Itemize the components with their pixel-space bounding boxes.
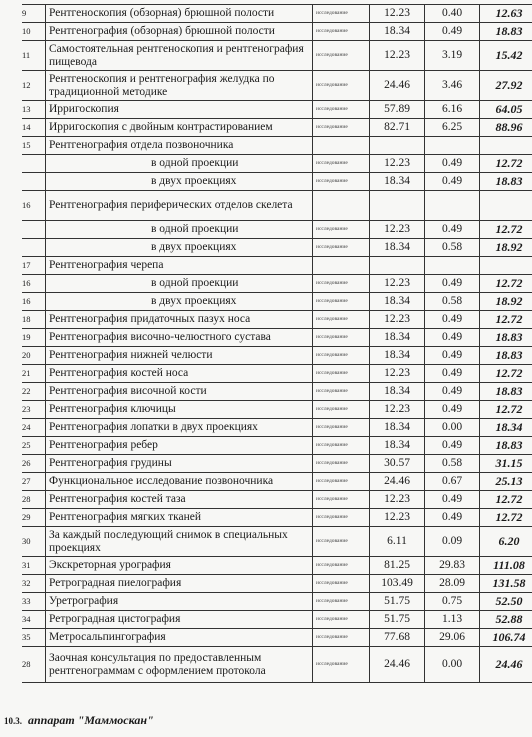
materials-cell: 3.46 — [425, 71, 480, 101]
service-name: За каждый последующий снимок в специальных проекциях — [46, 527, 313, 557]
service-name: Рентгенография периферических отделов скелета — [46, 191, 313, 221]
row-number: 28 — [22, 491, 46, 509]
service-name: в одной проекции — [46, 275, 313, 293]
total-cell: 111.08 — [480, 557, 532, 575]
materials-cell: 0.58 — [425, 239, 480, 257]
service-name: Самостоятельная рентгеноскопия и рентгенография пищевода — [46, 41, 313, 71]
unit-cell: исследование — [313, 575, 370, 593]
table-row — [22, 527, 532, 557]
row-number: 22 — [22, 383, 46, 401]
service-name: Рентгенография грудины — [46, 455, 313, 473]
materials-cell: 0.49 — [425, 347, 480, 365]
materials-cell: 0.75 — [425, 593, 480, 611]
table-row — [22, 509, 532, 527]
unit-cell — [313, 257, 370, 275]
materials-cell: 0.49 — [425, 329, 480, 347]
table-row — [22, 311, 532, 329]
row-number: 10 — [22, 23, 46, 41]
price-cell: 18.34 — [370, 173, 425, 191]
row-number — [22, 221, 46, 239]
total-cell: 18.83 — [480, 173, 532, 191]
service-name: в двух проекциях — [46, 173, 313, 191]
row-number: 25 — [22, 437, 46, 455]
service-name: Рентгеноскопия (обзорная) брюшной полости — [46, 5, 313, 23]
unit-cell: исследование — [313, 629, 370, 647]
price-cell: 12.23 — [370, 491, 425, 509]
price-cell: 12.23 — [370, 509, 425, 527]
table-row — [22, 383, 532, 401]
price-cell: 81.25 — [370, 557, 425, 575]
unit-cell: исследование — [313, 509, 370, 527]
total-cell — [480, 137, 532, 155]
total-cell: 12.72 — [480, 401, 532, 419]
section-heading — [4, 713, 154, 728]
row-number: 13 — [22, 101, 46, 119]
price-cell: 12.23 — [370, 401, 425, 419]
table-row — [22, 491, 532, 509]
price-cell: 18.34 — [370, 383, 425, 401]
row-number: 11 — [22, 41, 46, 71]
materials-cell: 0.49 — [425, 383, 480, 401]
price-cell: 24.46 — [370, 647, 425, 683]
service-name: Рентгеноскопия и рентгенография желудка по традиционной методике — [46, 71, 313, 101]
table-row — [22, 365, 532, 383]
total-cell: 18.83 — [480, 437, 532, 455]
row-number: 35 — [22, 629, 46, 647]
table-row — [22, 191, 532, 221]
materials-cell: 28.09 — [425, 575, 480, 593]
total-cell: 25.13 — [480, 473, 532, 491]
materials-cell: 1.13 — [425, 611, 480, 629]
row-number: 29 — [22, 509, 46, 527]
total-cell: 12.72 — [480, 509, 532, 527]
service-name: Рентгенография ребер — [46, 437, 313, 455]
row-number: 23 — [22, 401, 46, 419]
price-cell: 24.46 — [370, 473, 425, 491]
unit-cell: исследование — [313, 437, 370, 455]
price-cell: 77.68 — [370, 629, 425, 647]
materials-cell: 0.49 — [425, 437, 480, 455]
materials-cell: 0.58 — [425, 293, 480, 311]
price-cell: 18.34 — [370, 419, 425, 437]
materials-cell: 0.58 — [425, 455, 480, 473]
unit-cell: исследование — [313, 155, 370, 173]
materials-cell: 0.49 — [425, 173, 480, 191]
materials-cell — [425, 137, 480, 155]
total-cell: 18.83 — [480, 383, 532, 401]
total-cell: 12.72 — [480, 311, 532, 329]
table-row — [22, 647, 532, 683]
table-row — [22, 473, 532, 491]
unit-cell: исследование — [313, 71, 370, 101]
row-number: 24 — [22, 419, 46, 437]
unit-cell: исследование — [313, 491, 370, 509]
service-name: в двух проекциях — [46, 239, 313, 257]
materials-cell: 6.16 — [425, 101, 480, 119]
table-row — [22, 5, 532, 23]
total-cell: 106.74 — [480, 629, 532, 647]
total-cell: 52.50 — [480, 593, 532, 611]
row-number: 34 — [22, 611, 46, 629]
service-name: в одной проекции — [46, 221, 313, 239]
materials-cell: 29.83 — [425, 557, 480, 575]
row-number: 17 — [22, 257, 46, 275]
price-cell: 6.11 — [370, 527, 425, 557]
service-name: Рентгенография мягких тканей — [46, 509, 313, 527]
price-cell: 82.71 — [370, 119, 425, 137]
table-row — [22, 611, 532, 629]
total-cell: 15.42 — [480, 41, 532, 71]
unit-cell: исследование — [313, 557, 370, 575]
table-row — [22, 137, 532, 155]
total-cell: 18.92 — [480, 239, 532, 257]
row-number: 16 — [22, 275, 46, 293]
unit-cell — [313, 137, 370, 155]
table-row — [22, 173, 532, 191]
price-cell: 12.23 — [370, 41, 425, 71]
unit-cell: исследование — [313, 593, 370, 611]
service-name: Экскреторная урография — [46, 557, 313, 575]
table-row — [22, 293, 532, 311]
table-row — [22, 23, 532, 41]
total-cell: 12.72 — [480, 221, 532, 239]
table-row — [22, 257, 532, 275]
total-cell: 88.96 — [480, 119, 532, 137]
service-name: Рентгенография височной кости — [46, 383, 313, 401]
row-number: 12 — [22, 71, 46, 101]
total-cell: 12.63 — [480, 5, 532, 23]
row-number: 31 — [22, 557, 46, 575]
materials-cell: 0.49 — [425, 23, 480, 41]
price-cell: 18.34 — [370, 239, 425, 257]
row-number: 16 — [22, 191, 46, 221]
price-cell: 24.46 — [370, 71, 425, 101]
section-title: аппарат "Маммоскан" — [28, 713, 154, 727]
row-number: 18 — [22, 311, 46, 329]
materials-cell: 0.40 — [425, 5, 480, 23]
materials-cell: 0.49 — [425, 365, 480, 383]
row-number: 32 — [22, 575, 46, 593]
materials-cell: 0.67 — [425, 473, 480, 491]
price-cell: 18.34 — [370, 437, 425, 455]
materials-cell: 6.25 — [425, 119, 480, 137]
materials-cell — [425, 191, 480, 221]
table-row — [22, 275, 532, 293]
materials-cell: 0.49 — [425, 491, 480, 509]
materials-cell — [425, 257, 480, 275]
row-number: 26 — [22, 455, 46, 473]
unit-cell: исследование — [313, 329, 370, 347]
unit-cell: исследование — [313, 293, 370, 311]
total-cell: 12.72 — [480, 365, 532, 383]
service-name: Ретроградная цистография — [46, 611, 313, 629]
unit-cell: исследование — [313, 347, 370, 365]
price-cell: 12.23 — [370, 311, 425, 329]
service-name: Рентгенография височно-челюстного сустава — [46, 329, 313, 347]
service-name: Ретроградная пиелография — [46, 575, 313, 593]
row-number — [22, 173, 46, 191]
table-row — [22, 557, 532, 575]
row-number: 14 — [22, 119, 46, 137]
total-cell: 52.88 — [480, 611, 532, 629]
total-cell: 18.83 — [480, 329, 532, 347]
unit-cell: исследование — [313, 311, 370, 329]
service-name: Рентгенография отдела позвоночника — [46, 137, 313, 155]
price-cell — [370, 137, 425, 155]
price-cell: 18.34 — [370, 293, 425, 311]
table-row — [22, 101, 532, 119]
table-row — [22, 455, 532, 473]
service-name: Уретрография — [46, 593, 313, 611]
table-row — [22, 575, 532, 593]
total-cell: 24.46 — [480, 647, 532, 683]
table-row — [22, 593, 532, 611]
unit-cell: исследование — [313, 647, 370, 683]
price-cell: 51.75 — [370, 593, 425, 611]
total-cell: 12.72 — [480, 491, 532, 509]
service-name: Рентгенография лопатки в двух проекциях — [46, 419, 313, 437]
price-cell: 103.49 — [370, 575, 425, 593]
price-cell — [370, 191, 425, 221]
row-number: 27 — [22, 473, 46, 491]
service-name: в двух проекциях — [46, 293, 313, 311]
table-row — [22, 437, 532, 455]
materials-cell: 0.49 — [425, 401, 480, 419]
price-cell: 18.34 — [370, 347, 425, 365]
total-cell: 12.72 — [480, 155, 532, 173]
row-number: 9 — [22, 5, 46, 23]
materials-cell: 0.49 — [425, 221, 480, 239]
table-row — [22, 155, 532, 173]
service-name: Рентгенография костей носа — [46, 365, 313, 383]
table-row — [22, 329, 532, 347]
service-name: Рентгенография нижней челюсти — [46, 347, 313, 365]
price-cell: 51.75 — [370, 611, 425, 629]
table-row — [22, 239, 532, 257]
unit-cell: исследование — [313, 5, 370, 23]
price-cell: 12.23 — [370, 221, 425, 239]
unit-cell: исследование — [313, 527, 370, 557]
row-number — [22, 239, 46, 257]
table-row — [22, 419, 532, 437]
materials-cell: 29.06 — [425, 629, 480, 647]
row-number: 20 — [22, 347, 46, 365]
table-row — [22, 401, 532, 419]
total-cell: 18.83 — [480, 23, 532, 41]
unit-cell: исследование — [313, 173, 370, 191]
unit-cell: исследование — [313, 239, 370, 257]
unit-cell: исследование — [313, 383, 370, 401]
materials-cell: 0.00 — [425, 419, 480, 437]
service-name: Ирригоскопия — [46, 101, 313, 119]
unit-cell: исследование — [313, 23, 370, 41]
total-cell: 131.58 — [480, 575, 532, 593]
unit-cell: исследование — [313, 455, 370, 473]
unit-cell: исследование — [313, 101, 370, 119]
row-number: 33 — [22, 593, 46, 611]
row-number — [22, 155, 46, 173]
table-row — [22, 221, 532, 239]
total-cell: 18.83 — [480, 347, 532, 365]
service-name: Рентгенография придаточных пазух носа — [46, 311, 313, 329]
unit-cell — [313, 191, 370, 221]
service-name: в одной проекции — [46, 155, 313, 173]
unit-cell: исследование — [313, 611, 370, 629]
table-row — [22, 41, 532, 71]
row-number: 16 — [22, 293, 46, 311]
unit-cell: исследование — [313, 419, 370, 437]
materials-cell: 0.09 — [425, 527, 480, 557]
materials-cell: 0.49 — [425, 155, 480, 173]
total-cell: 27.92 — [480, 71, 532, 101]
total-cell: 6.20 — [480, 527, 532, 557]
row-number: 21 — [22, 365, 46, 383]
row-number: 30 — [22, 527, 46, 557]
total-cell: 31.15 — [480, 455, 532, 473]
price-cell: 12.23 — [370, 155, 425, 173]
total-cell: 18.34 — [480, 419, 532, 437]
table-row — [22, 71, 532, 101]
price-table-body — [22, 5, 532, 683]
price-cell: 18.34 — [370, 329, 425, 347]
materials-cell: 3.19 — [425, 41, 480, 71]
row-number: 15 — [22, 137, 46, 155]
row-number: 28 — [22, 647, 46, 683]
total-cell: 12.72 — [480, 275, 532, 293]
materials-cell: 0.49 — [425, 275, 480, 293]
total-cell: 18.92 — [480, 293, 532, 311]
table-row — [22, 347, 532, 365]
unit-cell: исследование — [313, 221, 370, 239]
service-name: Рентгенография черепа — [46, 257, 313, 275]
service-name: Ирригоскопия с двойным контрастированием — [46, 119, 313, 137]
service-name: Функциональное исследование позвоночника — [46, 473, 313, 491]
total-cell — [480, 257, 532, 275]
unit-cell: исследование — [313, 275, 370, 293]
materials-cell: 0.00 — [425, 647, 480, 683]
total-cell: 64.05 — [480, 101, 532, 119]
table-row — [22, 629, 532, 647]
unit-cell: исследование — [313, 119, 370, 137]
price-cell: 30.57 — [370, 455, 425, 473]
service-name: Заочная консультация по предоставленным рентгенограммам с оформлением протокола — [46, 647, 313, 683]
unit-cell: исследование — [313, 365, 370, 383]
service-name: Метросальпингография — [46, 629, 313, 647]
unit-cell: исследование — [313, 401, 370, 419]
price-cell: 12.23 — [370, 275, 425, 293]
price-cell: 12.23 — [370, 5, 425, 23]
price-cell: 57.89 — [370, 101, 425, 119]
price-table — [22, 4, 532, 683]
price-cell — [370, 257, 425, 275]
materials-cell: 0.49 — [425, 311, 480, 329]
materials-cell: 0.49 — [425, 509, 480, 527]
total-cell — [480, 191, 532, 221]
service-name: Рентгенография костей таза — [46, 491, 313, 509]
row-number: 19 — [22, 329, 46, 347]
section-number: 10.3. — [4, 716, 22, 726]
service-name: Рентгенография (обзорная) брюшной полости — [46, 23, 313, 41]
unit-cell: исследование — [313, 473, 370, 491]
table-row — [22, 119, 532, 137]
price-cell: 18.34 — [370, 23, 425, 41]
unit-cell: исследование — [313, 41, 370, 71]
price-cell: 12.23 — [370, 365, 425, 383]
service-name: Рентгенография ключицы — [46, 401, 313, 419]
